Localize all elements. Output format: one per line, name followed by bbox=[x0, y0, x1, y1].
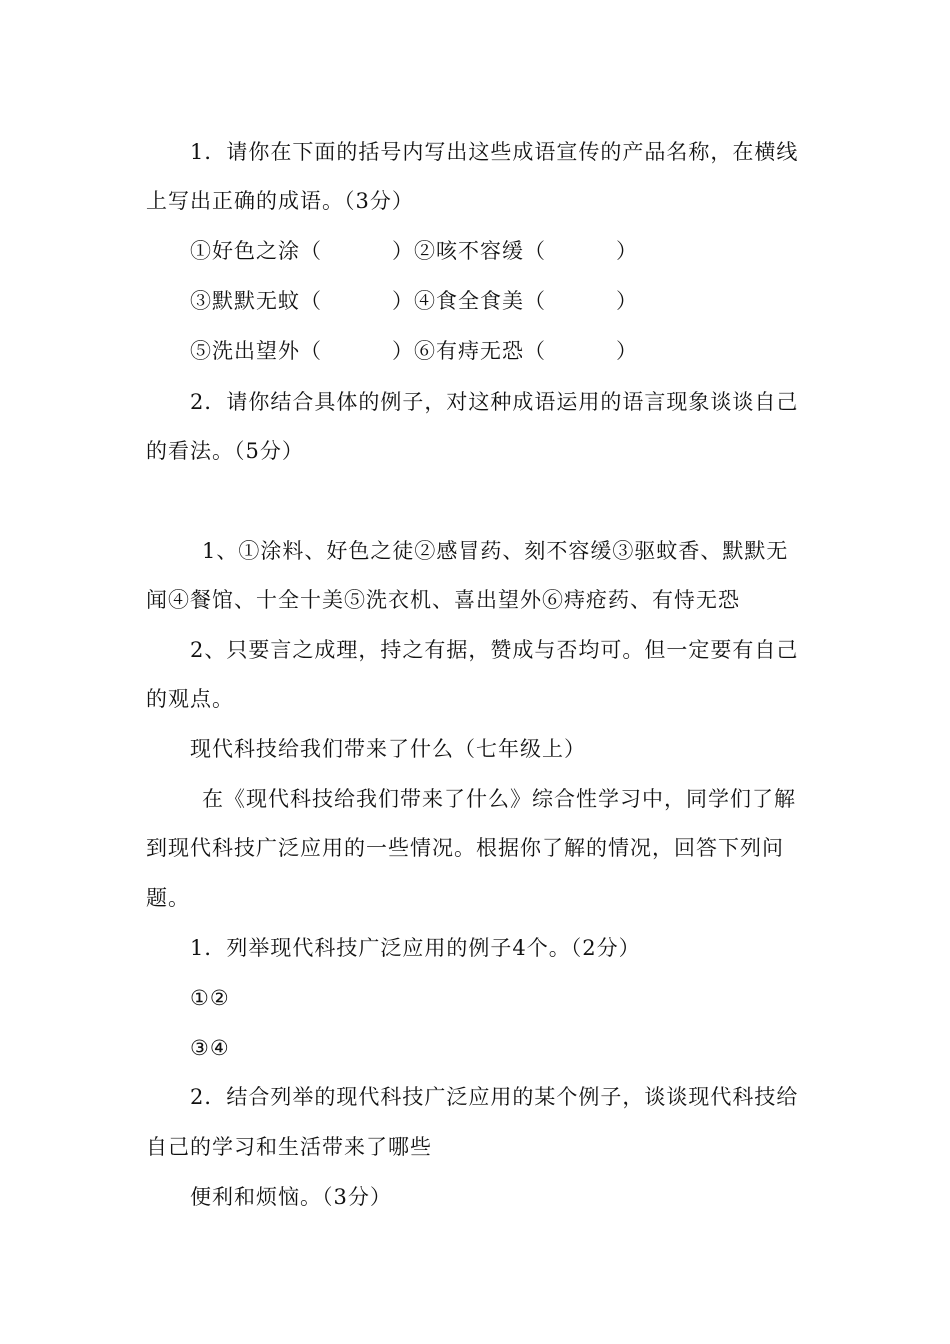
bracket-close: ） bbox=[616, 239, 638, 263]
idiom-row-2 bbox=[190, 287, 638, 315]
tech-question-2-line-3: 便利和烦恼。（3分） bbox=[190, 1185, 392, 1209]
idiom-3: ③默默无蚊（ bbox=[190, 289, 322, 313]
question-2-line-2: 的看法。（5分） bbox=[146, 439, 304, 463]
question-1-line-2: 上写出正确的成语。（3分） bbox=[146, 189, 414, 213]
bracket-close: ） bbox=[616, 339, 638, 363]
section-title: 现代科技给我们带来了什么（七年级上） bbox=[190, 737, 586, 761]
answer-2-line-2: 的观点。 bbox=[146, 687, 234, 711]
idiom-6: ）⑥有痔无恐（ bbox=[392, 339, 546, 363]
intro-line-3: 题。 bbox=[146, 886, 190, 910]
intro-line-1: 在《现代科技给我们带来了什么》综合性学习中，同学们了解 bbox=[202, 787, 796, 811]
intro-line-2: 到现代科技广泛应用的一些情况。根据你了解的情况，回答下列问 bbox=[146, 836, 784, 860]
question-1-line-1: 1．请你在下面的括号内写出这些成语宣传的产品名称，在横线 bbox=[190, 140, 799, 164]
tech-answer-blank-1: ①② bbox=[190, 986, 230, 1010]
tech-question-1: 1．列举现代科技广泛应用的例子4个。（2分） bbox=[190, 936, 641, 960]
idiom-row-3 bbox=[190, 337, 638, 365]
answer-2-line-1: 2、只要言之成理，持之有据，赞成与否均可。但一定要有自己 bbox=[190, 638, 799, 662]
bracket-close: ） bbox=[616, 289, 638, 313]
question-2-line-1: 2．请你结合具体的例子，对这种成语运用的语言现象谈谈自己 bbox=[190, 390, 799, 414]
idiom-5: ⑤洗出望外（ bbox=[190, 339, 322, 363]
idiom-1: ①好色之涂（ bbox=[190, 239, 322, 263]
tech-answer-blank-2: ③④ bbox=[190, 1036, 230, 1060]
idiom-2: ）②咳不容缓（ bbox=[392, 239, 546, 263]
idiom-4: ）④食全食美（ bbox=[392, 289, 546, 313]
tech-question-2-line-2: 自己的学习和生活带来了哪些 bbox=[146, 1135, 432, 1159]
idiom-row-1 bbox=[190, 237, 638, 265]
answer-1-line-1: 1、①涂料、好色之徒②感冒药、刻不容缓③驱蚊香、默默无 bbox=[202, 539, 789, 563]
answer-1-line-2: 闻④餐馆、十全十美⑤洗衣机、喜出望外⑥痔疮药、有恃无恐 bbox=[146, 588, 740, 612]
tech-question-2-line-1: 2．结合列举的现代科技广泛应用的某个例子，谈谈现代科技给 bbox=[190, 1085, 799, 1109]
